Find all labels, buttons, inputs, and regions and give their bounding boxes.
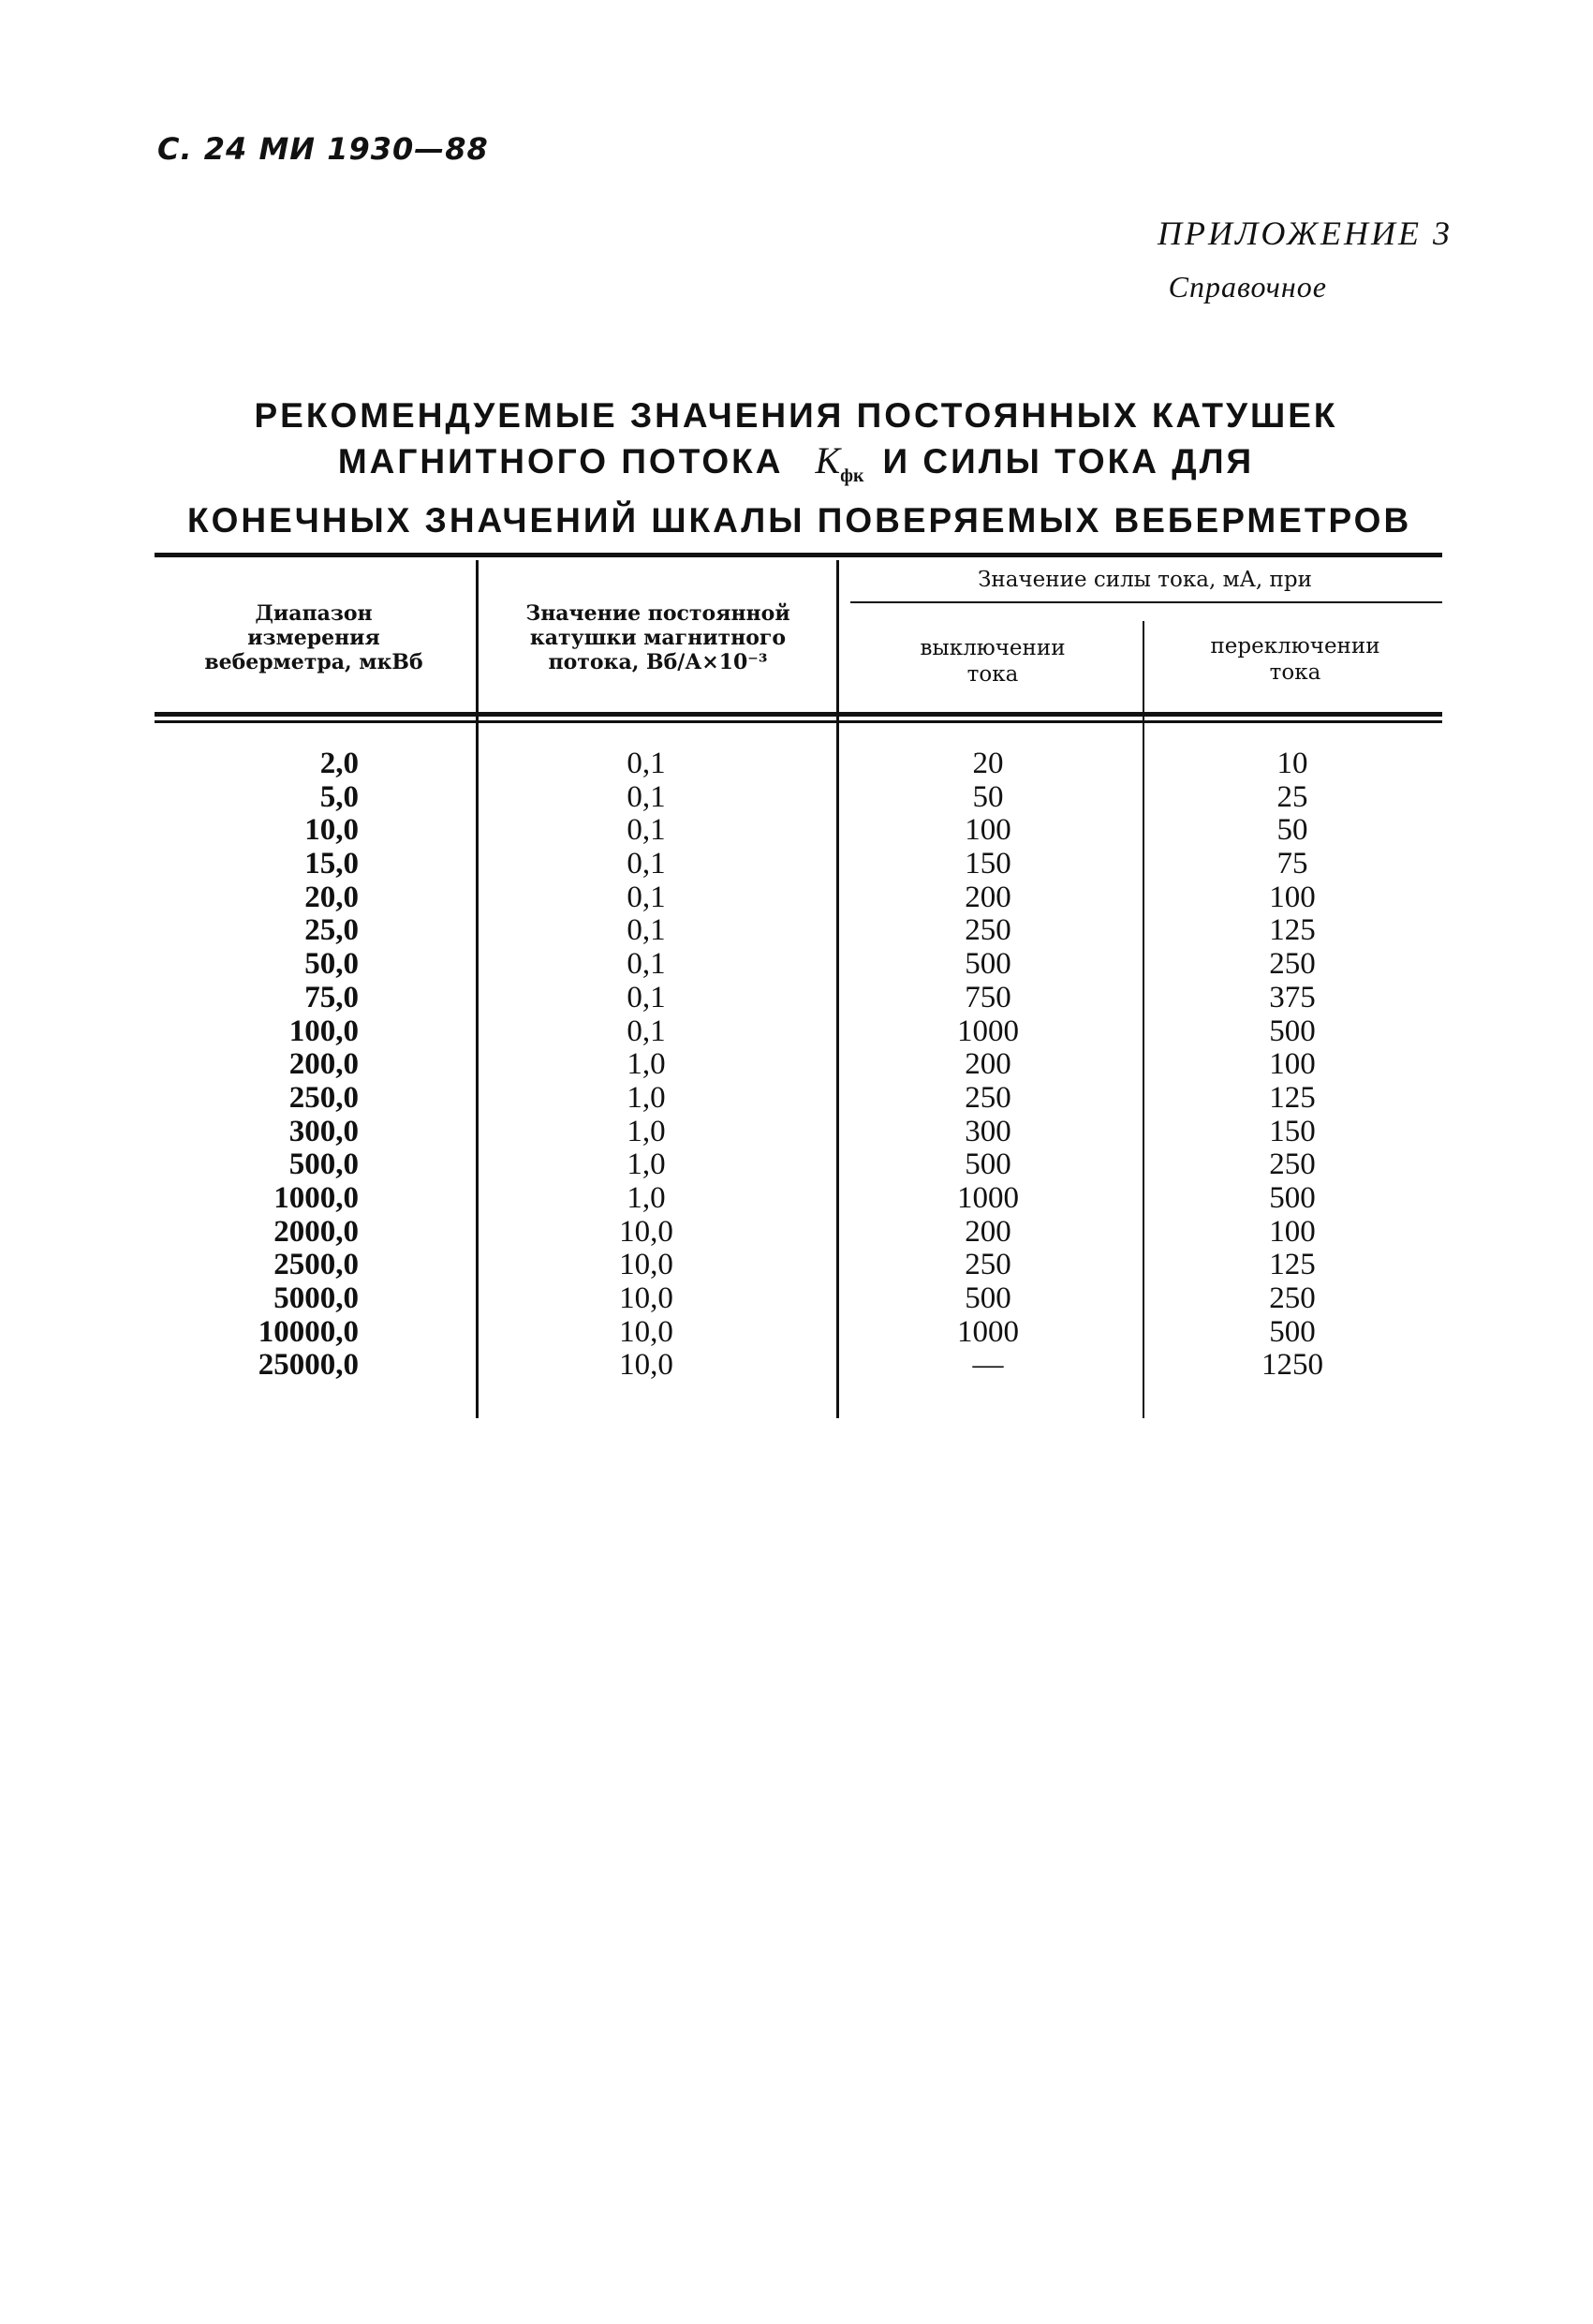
table-cell: 150 — [965, 847, 1011, 881]
header-bottom-rule-second — [155, 720, 1442, 723]
table-cell: 20 — [972, 747, 1004, 780]
header-bottom-rule — [155, 712, 1442, 717]
header-current-group: Значение силы тока, мА, при — [978, 568, 1312, 592]
table-cell: 100,0 — [288, 1014, 359, 1048]
table-cell: 125 — [1269, 913, 1316, 948]
header-range — [159, 601, 468, 674]
table-cell: 50,0 — [304, 947, 359, 982]
table-cell: 250 — [1269, 1147, 1316, 1182]
group-header-rule — [850, 601, 1442, 603]
table-cell: 100 — [1269, 1047, 1316, 1082]
table-cell: 250,0 — [288, 1080, 359, 1115]
header-constant-line-2: катушки магнитного — [529, 626, 787, 650]
header-range-line-1: Диапазон — [255, 601, 373, 626]
table-cell: 25,0 — [304, 913, 359, 948]
table-cell: 10,0 — [619, 1214, 673, 1249]
column-switch-over — [1217, 748, 1367, 1383]
table-cell: 300 — [965, 1114, 1011, 1148]
appendix-label: ПРИЛОЖЕНИЕ 3 — [1158, 215, 1453, 252]
header-switch-off-line-2: тока — [966, 662, 1019, 687]
header-switch-over-line-2: тока — [1269, 660, 1321, 685]
kfk-symbol-subscript: фк — [840, 466, 864, 486]
table-cell: 0,1 — [627, 747, 666, 780]
table-cell: 5000,0 — [273, 1281, 359, 1315]
table-cell: 250 — [1269, 947, 1316, 982]
column-switch-off — [913, 748, 1063, 1383]
table-cell: 75 — [1276, 847, 1308, 881]
table-cell: 0,1 — [627, 779, 666, 814]
column-range — [187, 748, 359, 1383]
table-cell: 750 — [965, 980, 1011, 1014]
table-cell: 1000 — [957, 1180, 1019, 1215]
table-cell: 200,0 — [288, 1047, 359, 1082]
header-switch-off — [848, 635, 1138, 688]
header-range-line-2: измерения — [247, 626, 380, 650]
table-cell: 500 — [965, 1281, 1011, 1315]
table-cell: 0,1 — [627, 980, 666, 1014]
table-cell: 1000 — [957, 1014, 1019, 1048]
column-divider-2 — [836, 560, 839, 1418]
table-cell: 200 — [965, 1047, 1011, 1082]
table-cell: — — [972, 1348, 1004, 1383]
table-cell: 10 — [1276, 747, 1308, 780]
table-cell: 75,0 — [304, 980, 359, 1014]
table-cell: 1000,0 — [273, 1180, 359, 1215]
table-cell: 100 — [1269, 1214, 1316, 1249]
table-cell: 10,0 — [619, 1314, 673, 1349]
table-top-rule — [155, 553, 1442, 557]
table-cell: 0,1 — [627, 1014, 666, 1048]
table-cell: 2500,0 — [273, 1248, 359, 1282]
title-line-3: КОНЕЧНЫХ ЗНАЧЕНИЙ ШКАЛЫ ПОВЕРЯЕМЫХ ВЕБЕРМЕТРОВ — [187, 501, 1412, 540]
header-switch-over-line-1: переключении — [1210, 634, 1380, 659]
table-cell: 0,1 — [627, 880, 666, 914]
header-switch-off-line-1: выключении — [920, 636, 1066, 660]
table-cell: 10000,0 — [258, 1314, 359, 1349]
table-cell: 150 — [1269, 1114, 1316, 1148]
table-cell: 250 — [1269, 1281, 1316, 1315]
table-cell: 500 — [1269, 1180, 1316, 1215]
table-cell: 50 — [1276, 813, 1308, 848]
document-title — [187, 393, 1412, 543]
header-switch-over — [1150, 633, 1440, 686]
table-cell: 0,1 — [627, 813, 666, 848]
column-constant — [571, 748, 721, 1383]
table-cell: 1,0 — [627, 1080, 666, 1115]
title-line-2-start: МАГНИТНОГО ПОТОКА — [337, 442, 784, 481]
table-cell: 0,1 — [627, 913, 666, 948]
table-cell: 250 — [965, 913, 1011, 948]
reference-label: Справочное — [1168, 270, 1327, 303]
table-cell: 500 — [1269, 1314, 1316, 1349]
table-cell: 500,0 — [288, 1147, 359, 1182]
table-cell: 25 — [1276, 779, 1308, 814]
table-cell: 125 — [1269, 1248, 1316, 1282]
header-constant-line-3: потока, Вб/А×10⁻³ — [548, 650, 768, 674]
table-cell: 1,0 — [627, 1047, 666, 1082]
table-cell: 15,0 — [304, 847, 359, 881]
table-cell: 200 — [965, 1214, 1011, 1249]
table-cell: 1,0 — [627, 1114, 666, 1148]
column-divider-3 — [1143, 621, 1144, 1418]
title-line-2-end: И СИЛЫ ТОКА ДЛЯ — [882, 442, 1255, 481]
kfk-symbol-letter: K — [815, 439, 841, 481]
table-cell: 300,0 — [288, 1114, 359, 1148]
table-cell: 50 — [972, 779, 1004, 814]
table-cell: 25000,0 — [258, 1348, 359, 1383]
header-constant-line-1: Значение постоянной — [525, 601, 790, 626]
table-cell: 10,0 — [619, 1348, 673, 1383]
table-cell: 1000 — [957, 1314, 1019, 1349]
table-cell: 375 — [1269, 980, 1316, 1014]
table-cell: 10,0 — [304, 813, 359, 848]
table-cell: 0,1 — [627, 847, 666, 881]
table-cell: 250 — [965, 1248, 1011, 1282]
header-constant — [487, 601, 829, 674]
page-header: С. 24 МИ 1930—88 — [157, 131, 489, 167]
table-cell: 1,0 — [627, 1180, 666, 1215]
table-cell: 200 — [965, 880, 1011, 914]
table-cell: 1,0 — [627, 1147, 666, 1182]
table-cell: 100 — [1269, 880, 1316, 914]
table-cell: 2,0 — [319, 747, 359, 780]
table-cell: 5,0 — [319, 779, 359, 814]
title-line-2 — [187, 438, 1405, 498]
table-cell: 10,0 — [619, 1281, 673, 1315]
table-cell: 500 — [965, 947, 1011, 982]
column-divider-1 — [476, 560, 479, 1418]
table-cell: 500 — [1269, 1014, 1316, 1048]
table-cell: 500 — [965, 1147, 1011, 1182]
header-range-line-3: веберметра, мкВб — [204, 650, 423, 674]
table-cell: 10,0 — [619, 1248, 673, 1282]
table-cell: 0,1 — [627, 947, 666, 982]
table-cell: 20,0 — [304, 880, 359, 914]
table-cell: 1250 — [1261, 1348, 1323, 1383]
table-cell: 125 — [1269, 1080, 1316, 1115]
table-cell: 100 — [965, 813, 1011, 848]
title-line-1: РЕКОМЕНДУЕМЫЕ ЗНАЧЕНИЯ ПОСТОЯННЫХ КАТУШЕК — [254, 396, 1338, 435]
table-cell: 250 — [965, 1080, 1011, 1115]
kfk-symbol — [815, 439, 864, 486]
table-cell: 2000,0 — [273, 1214, 359, 1249]
